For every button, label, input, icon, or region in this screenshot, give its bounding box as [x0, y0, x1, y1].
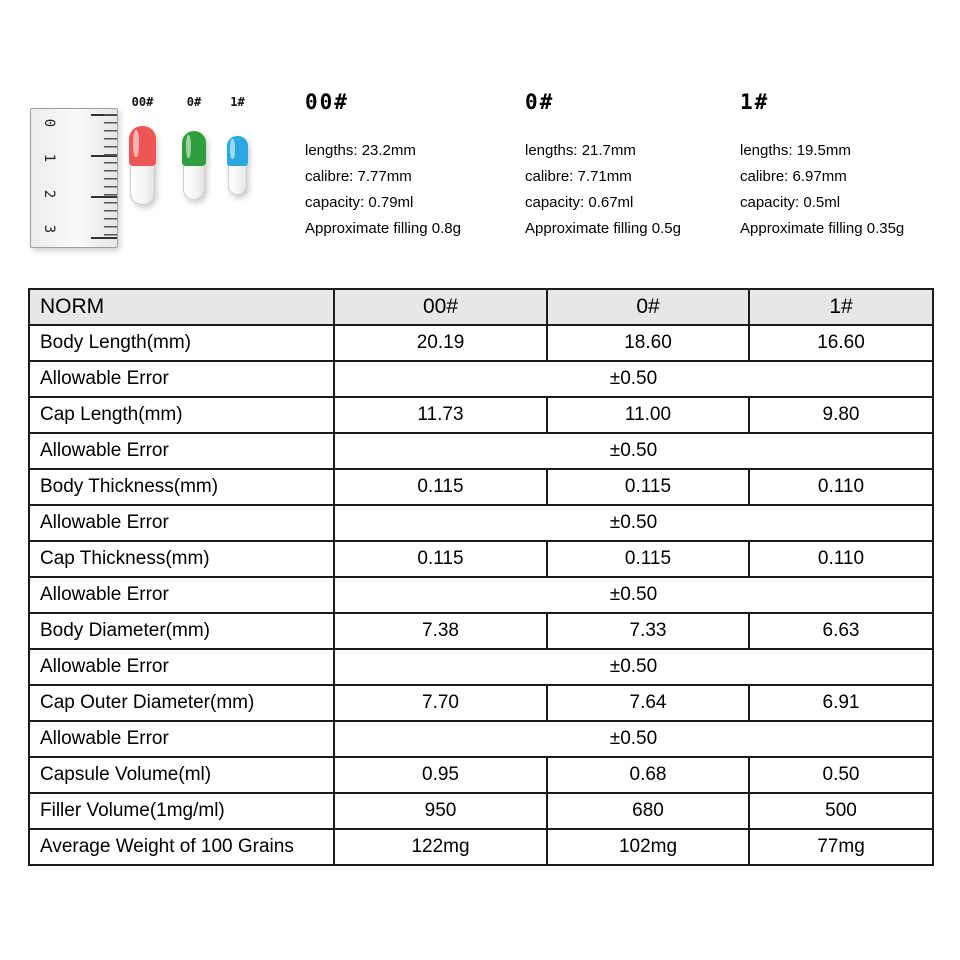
table-row — [29, 721, 933, 757]
cell-value: 0.110 — [749, 469, 933, 505]
cell-value: 0.110 — [749, 541, 933, 577]
capsule-pill-graphic — [227, 136, 248, 195]
spec-length: lengths: 23.2mm — [305, 142, 416, 159]
row-label: Allowable Error — [29, 721, 334, 757]
ruler-number: 1 — [41, 154, 58, 163]
ruler-number: 2 — [41, 189, 58, 198]
row-label: Allowable Error — [29, 433, 334, 469]
cell-value: 77mg — [749, 829, 933, 865]
hero-section — [0, 0, 960, 275]
spec-filling: Approximate filling 0.8g — [305, 220, 461, 237]
row-label: Body Thickness(mm) — [29, 469, 334, 505]
table-row — [29, 793, 933, 829]
table-row — [29, 577, 933, 613]
row-label: Allowable Error — [29, 505, 334, 541]
cell-value: 6.91 — [749, 685, 933, 721]
capsule-body — [130, 163, 155, 205]
capsule-body — [228, 163, 247, 195]
cell-value: 11.73 — [334, 397, 547, 433]
capsule-body — [183, 163, 205, 200]
capsule-size-label: 00# — [131, 95, 154, 109]
table-row — [29, 541, 933, 577]
cell-value: 0.115 — [547, 469, 749, 505]
cell-value: 9.80 — [749, 397, 933, 433]
table-row — [29, 829, 933, 865]
cell-span-value: ±0.50 — [334, 577, 933, 613]
row-label: Filler Volume(1mg/ml) — [29, 793, 334, 829]
spec-calibre: calibre: 7.71mm — [525, 168, 632, 185]
cell-value: 0.115 — [334, 541, 547, 577]
cell-span-value: ±0.50 — [334, 433, 933, 469]
spec-title: 0# — [525, 90, 555, 114]
ruler-number: 3 — [41, 224, 58, 234]
row-label: Cap Outer Diameter(mm) — [29, 685, 334, 721]
spec-capacity: capacity: 0.67ml — [525, 194, 634, 211]
spec-title: 00# — [305, 90, 349, 114]
row-label: Body Diameter(mm) — [29, 613, 334, 649]
cell-value: 0.95 — [334, 757, 547, 793]
table-header-00: 00# — [334, 289, 547, 325]
spec-capacity: capacity: 0.5ml — [740, 194, 841, 211]
row-label: Cap Length(mm) — [29, 397, 334, 433]
ruler-graphic — [30, 108, 118, 248]
cell-value: 950 — [334, 793, 547, 829]
row-label: Body Length(mm) — [29, 325, 334, 361]
cell-value: 7.64 — [547, 685, 749, 721]
table-row — [29, 613, 933, 649]
capsule-0 — [182, 95, 206, 200]
cell-value: 7.70 — [334, 685, 547, 721]
capsule-pill-graphic — [129, 126, 156, 205]
spec-length: lengths: 19.5mm — [740, 142, 851, 159]
ruler-minor-ticks — [104, 114, 117, 242]
capsule-cap — [227, 136, 248, 166]
ruler-number: 0 — [41, 118, 58, 128]
cell-value: 122mg — [334, 829, 547, 865]
table-header-1: 1# — [749, 289, 933, 325]
table-row — [29, 469, 933, 505]
row-label: Allowable Error — [29, 649, 334, 685]
capsule-00 — [129, 95, 156, 205]
cell-value: 0.50 — [749, 757, 933, 793]
spec-column-00 — [305, 90, 520, 242]
capsule-size-label: 1# — [230, 95, 245, 109]
cell-span-value: ±0.50 — [334, 649, 933, 685]
cell-value: 16.60 — [749, 325, 933, 361]
table-row — [29, 325, 933, 361]
spec-title: 1# — [740, 90, 770, 114]
cell-value: 20.19 — [334, 325, 547, 361]
cell-span-value: ±0.50 — [334, 361, 933, 397]
cell-value: 7.38 — [334, 613, 547, 649]
cell-value: 500 — [749, 793, 933, 829]
table-header-norm: NORM — [29, 289, 334, 325]
cell-value: 0.115 — [334, 469, 547, 505]
spec-column-1 — [740, 90, 955, 242]
spec-calibre: calibre: 6.97mm — [740, 168, 847, 185]
cell-value: 7.33 — [547, 613, 749, 649]
table-row — [29, 361, 933, 397]
table-row — [29, 505, 933, 541]
table-row — [29, 757, 933, 793]
cell-value: 11.00 — [547, 397, 749, 433]
row-label: Capsule Volume(ml) — [29, 757, 334, 793]
row-label: Allowable Error — [29, 361, 334, 397]
capsule-cap — [129, 126, 156, 166]
row-label: Allowable Error — [29, 577, 334, 613]
table-row — [29, 649, 933, 685]
spec-capacity: capacity: 0.79ml — [305, 194, 414, 211]
row-label: Average Weight of 100 Grains — [29, 829, 334, 865]
spec-table — [28, 288, 934, 866]
capsule-cap — [182, 131, 206, 166]
table-row — [29, 397, 933, 433]
ruler-numbers — [41, 115, 58, 237]
spec-filling: Approximate filling 0.35g — [740, 220, 905, 237]
cell-value: 18.60 — [547, 325, 749, 361]
table-header-row — [29, 289, 933, 325]
spec-column-0 — [525, 90, 740, 242]
table-header-0: 0# — [547, 289, 749, 325]
cell-span-value: ±0.50 — [334, 505, 933, 541]
spec-calibre: calibre: 7.77mm — [305, 168, 412, 185]
spec-length: lengths: 21.7mm — [525, 142, 636, 159]
cell-value: 6.63 — [749, 613, 933, 649]
cell-span-value: ±0.50 — [334, 721, 933, 757]
spec-filling: Approximate filling 0.5g — [525, 220, 681, 237]
capsule-1 — [227, 95, 248, 195]
cell-value: 680 — [547, 793, 749, 829]
cell-value: 0.68 — [547, 757, 749, 793]
capsule-size-label: 0# — [186, 95, 202, 109]
table-row — [29, 685, 933, 721]
row-label: Cap Thickness(mm) — [29, 541, 334, 577]
table-row — [29, 433, 933, 469]
cell-value: 0.115 — [547, 541, 749, 577]
cell-value: 102mg — [547, 829, 749, 865]
capsule-pill-graphic — [182, 131, 206, 200]
